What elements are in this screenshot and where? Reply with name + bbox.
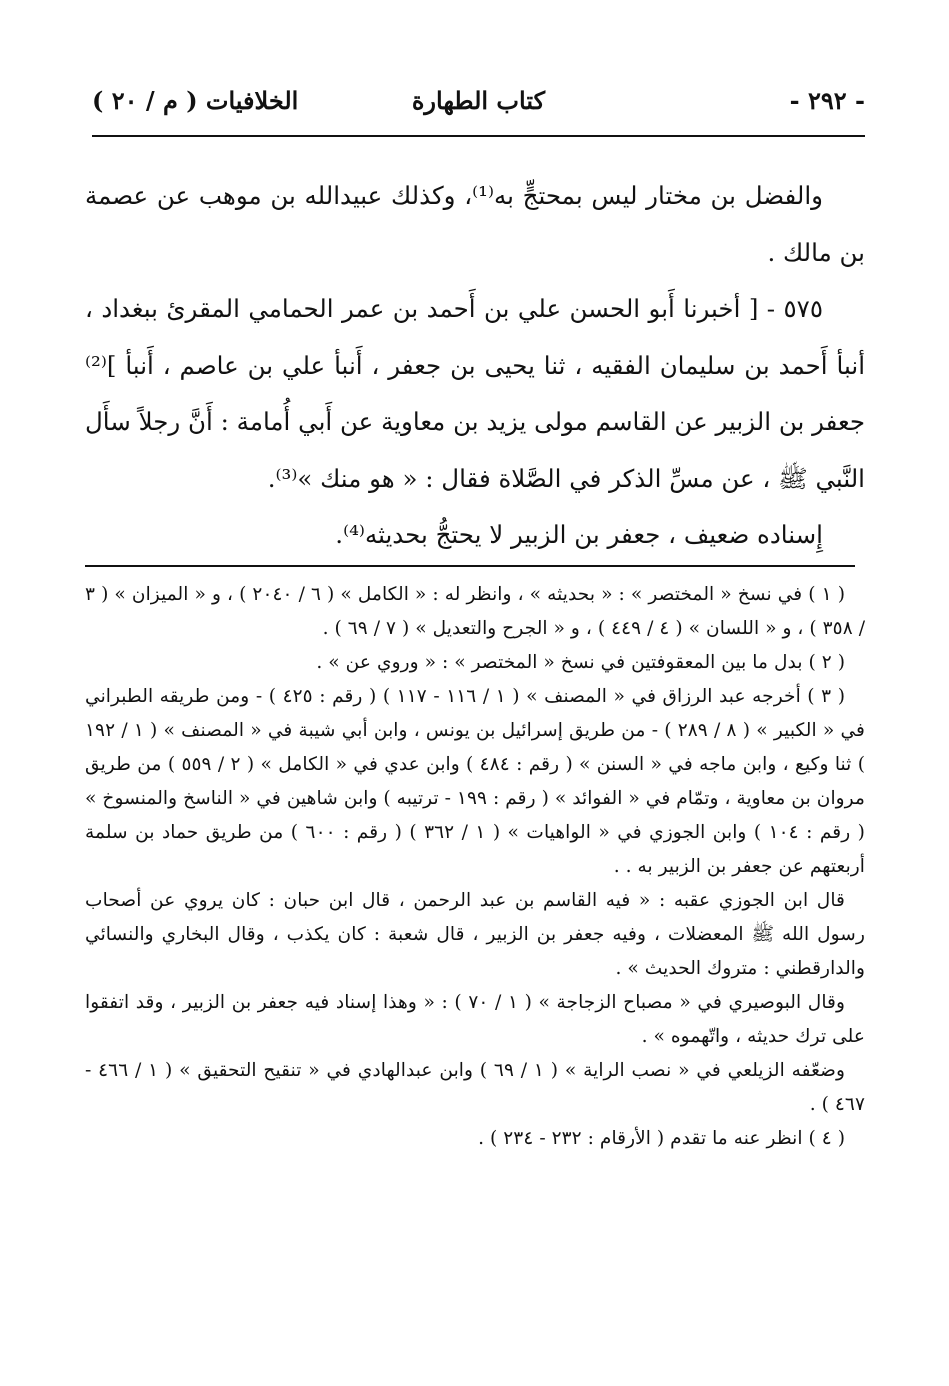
- page-number: - ٢٩٢ -: [789, 86, 865, 115]
- footnote-3-cont-3: وضعّفه الزيلعي في « نصب الراية » ( ١ / ٦٩ ) وابن عبدالهادي في « تنقيح التحقيق » ( ١ / ٤٦٦ - ٤٦٧ ) .: [85, 1060, 865, 1115]
- paragraph-3: إِسناده ضعيف ، جعفر بن الزبير لا يحتجُّ بحديثه⁽⁴⁾.: [335, 520, 823, 549]
- footnote-2: ( ٢ ) بدل ما بين المعقوفتين في نسخ « المختصر » : « وروي عن » .: [316, 652, 845, 673]
- footnote-rule: [85, 565, 855, 567]
- running-header: [92, 86, 865, 126]
- footnote-3-cont-1: قال ابن الجوزي عقبه : « فيه القاسم بن عبد الرحمن ، قال ابن حبان : كان يروي عن أصحاب رسول الله ﷺ المعضلات ، وفيه جعفر بن الزبير ، قال شعبة : كان يكذب ، وقال البخاري والنسائي والدارقطني : متروك الحديث » .: [85, 890, 865, 979]
- volume-label: الخلافيات ( م / ٢٠ ): [92, 86, 299, 115]
- book-title: كتاب الطهارة: [411, 86, 545, 115]
- main-text: [85, 168, 865, 564]
- footnote-4: ( ٤ ) انظر عنه ما تقدم ( الأرقام : ٢٣٢ - ٢٣٤ ) .: [478, 1128, 845, 1149]
- footnotes: [85, 578, 865, 1156]
- footnote-3-cont-2: وقال البوصيري في « مصباح الزجاجة » ( ١ / ٧٠ ) : « وهذا إسناد فيه جعفر بن الزبير ، وقد اتفقوا على ترك حديثه ، واتّهموه » .: [85, 992, 865, 1047]
- header-rule: [92, 135, 865, 137]
- footnote-3: ( ٣ ) أخرجه عبد الرزاق في « المصنف » ( ١ / ١١٦ - ١١٧ ) ( رقم : ٤٢٥ ) - ومن طريقه الطبراني في « الكبير » ( ٨ / ٢٨٩ ) - من طريق إسرائيل بن يونس ، وابن أبي شيبة في « المصنف » ( ١ / ١٩٢ ) ثنا وكيع ، وابن ماجه في « السنن » ( رقم : ٤٨٤ ) وابن عدي في « الكامل » ( ٢ / ٥٥٩ ) من طريق مروان بن معاوية ، وتمّام في « الفوائد » ( رقم : ١٩٩ - ترتيبه ) وابن شاهين في « الناسخ والمنسوخ » ( رقم : ١٠٤ ) وابن الجوزي في « الواهيات » ( ١ / ٣٦٢ ) ( رقم : ٦٠٠ ) من طريق حماد بن سلمة أربعتهم عن جعفر بن الزبير به . .: [85, 686, 866, 877]
- footnote-1: ( ١ ) في نسخ « المختصر » : « بحديثه » ، وانظر له : « الكامل » ( ٦ / ٢٠٤٠ ) ، و « الميزان » ( ٣ / ٣٥٨ ) ، و « اللسان » ( ٤ / ٤٤٩ ) ، و « الجرح والتعديل » ( ٧ / ٦٩ ) .: [85, 584, 865, 639]
- hadith-575: ٥٧٥ - [ أخبرنا أَبو الحسن علي بن أَحمد بن عمر الحمامي المقرئ ببغداد ، أنبأ أَحمد بن سليمان الفقيه ، ثنا يحيى بن جعفر ، أَنبأ علي بن عاصم ، أَنبأ ]⁽²⁾ جعفر بن الزبير عن القاسم مولى يزيد بن معاوية عن أَبي أُمامة : أَنَّ رجلاً سأَل النَّبي ﷺ ، عن مسِّ الذكر في الصَّلاة فقال : « هو منك »⁽³⁾.: [85, 294, 865, 493]
- paragraph-1: والفضل بن مختار ليس بمحتجٍّ به⁽¹⁾، وكذلك عبيدالله بن موهب عن عصمة بن مالك .: [85, 181, 865, 267]
